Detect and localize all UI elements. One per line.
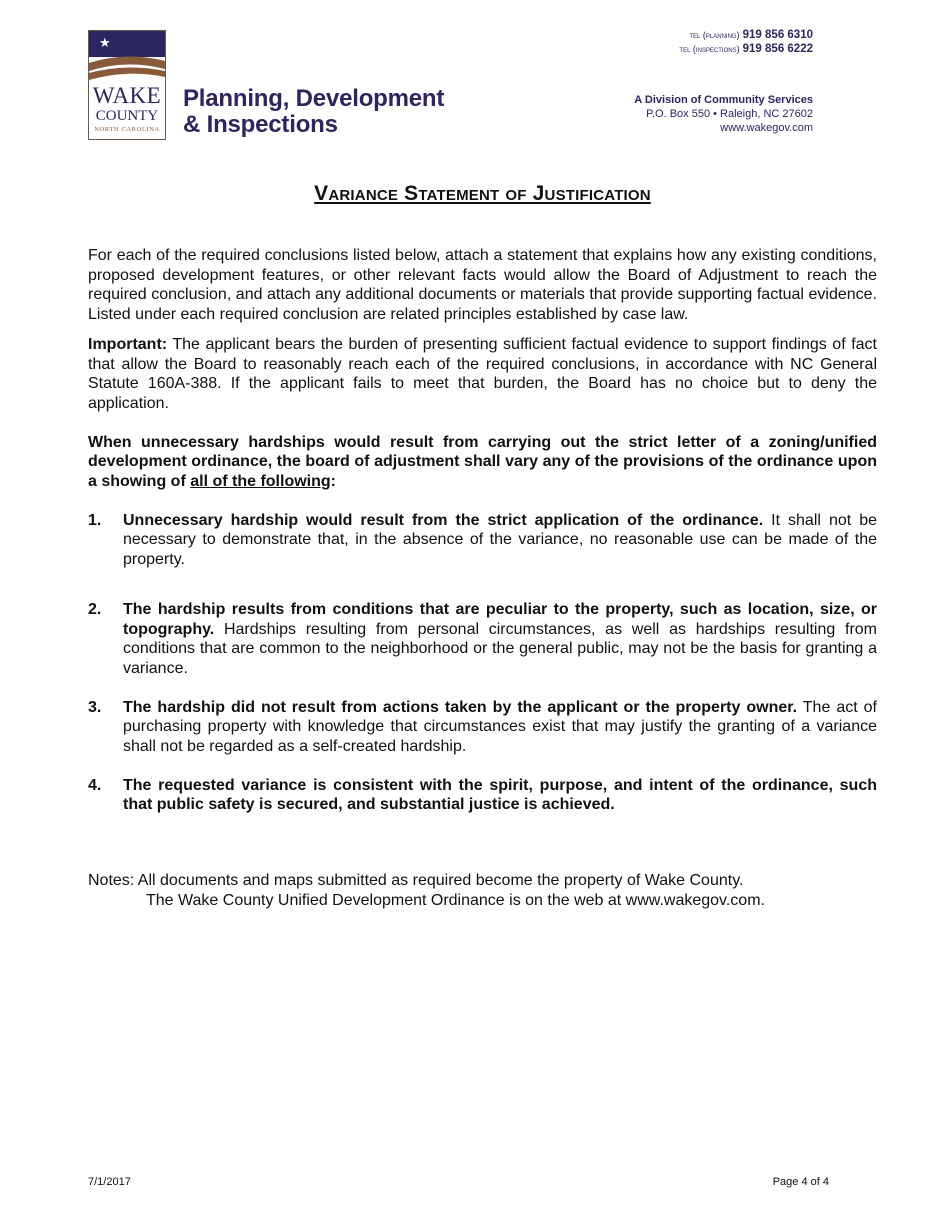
notes-line-1: Notes: All documents and maps submitted as required become the property of Wake County. bbox=[88, 872, 744, 889]
phone-inspections bbox=[679, 42, 813, 56]
page-number: Page 4 of 4 bbox=[772, 1176, 829, 1188]
phone-planning bbox=[679, 28, 813, 42]
department-line-2: & Inspections bbox=[183, 111, 338, 138]
wake-county-logo bbox=[88, 30, 166, 140]
item-number: 3. bbox=[88, 698, 102, 716]
footer-date: 7/1/2017 bbox=[88, 1176, 131, 1188]
item-number: 2. bbox=[88, 600, 102, 618]
intro-paragraph: For each of the required conclusions listed below, attach a statement that explains how any existing conditions, proposed development features, or other relevant facts would allow the Board of Adjustment to reach the required conclusion, and attach any additional documents or materials that provide supporting factual evidence. Listed under each required conclusion are related principles established by case law. bbox=[88, 247, 877, 324]
conclusions-suffix: : bbox=[330, 473, 336, 491]
logo-wake-text: WAKE bbox=[92, 83, 162, 108]
conclusions-underlined-text: all of the following bbox=[190, 473, 331, 491]
conclusions-list bbox=[88, 511, 877, 815]
division-info bbox=[634, 93, 813, 135]
item-heading: Unnecessary hardship would result from the strict application of the ordinance. bbox=[123, 511, 764, 529]
phone-inspections-number: 919 856 6222 bbox=[742, 43, 813, 55]
item-number: 4. bbox=[88, 776, 102, 794]
conclusions-lead-text: When unnecessary hardships would result from carrying out the strict letter of a zoning/unified development ordinance, the board of adjustment shall vary any of the provisions of the ordinance upon a showing of bbox=[88, 433, 877, 491]
logo-county-text: COUNTY bbox=[95, 108, 159, 124]
notes-section bbox=[88, 871, 765, 910]
logo-swoosh-icon bbox=[89, 53, 165, 87]
required-conclusions-statement bbox=[88, 433, 877, 492]
page-title: Variance Statement of Justification bbox=[314, 182, 651, 205]
important-text: The applicant bears the burden of presenting sufficient factual evidence to support findings of fact that allow the Board to reasonably reach each of the required conclusions, in accordance with NC General Statute 160A-388. If the applicant fails to meet that burden, the Board has no choice but to deny the application. bbox=[88, 335, 877, 412]
list-item bbox=[88, 776, 877, 815]
phone-planning-number: 919 856 6310 bbox=[742, 29, 813, 41]
item-number: 1. bbox=[88, 511, 102, 529]
item-text: The act of purchasing property with knowledge that circumstances exist that may justify the granting of a variance shall not be regarded as a self-created hardship. bbox=[123, 698, 877, 756]
division-name: A Division of Community Services bbox=[634, 94, 813, 106]
item-heading: The hardship results from conditions that are peculiar to the property, such as location, size, or topography. bbox=[123, 600, 877, 638]
list-item bbox=[88, 600, 877, 679]
important-paragraph bbox=[88, 335, 877, 414]
mailing-address: P.O. Box 550 • Raleigh, NC 27602 bbox=[646, 108, 813, 120]
item-text: It shall not be necessary to demonstrate that, in the absence of the variance, no reasonable use can be made of the property. bbox=[123, 511, 877, 569]
department-name bbox=[183, 86, 444, 138]
important-label: Important: bbox=[88, 335, 168, 353]
star-icon: ★ bbox=[99, 35, 111, 50]
list-item bbox=[88, 511, 877, 570]
list-item bbox=[88, 698, 877, 757]
notes-line-2: The Wake County Unified Development Ordinance is on the web at www.wakegov.com. bbox=[146, 891, 765, 909]
website-link[interactable]: www.wakegov.com bbox=[720, 122, 813, 134]
logo-state-text: NORTH CAROLINA bbox=[94, 126, 160, 133]
phone-planning-label: tel (planning) bbox=[689, 30, 740, 40]
item-text: Hardships resulting from personal circumstances, as well as hardships resulting from conditions that are common to the neighborhood or the general public, may not be the basis for granting a variance. bbox=[123, 620, 877, 677]
item-heading: The hardship did not result from actions taken by the applicant or the property owner. bbox=[123, 698, 798, 716]
department-line-1: Planning, Development bbox=[183, 85, 445, 112]
item-heading: The requested variance is consistent with the spirit, purpose, and intent of the ordinance, such that public safety is secured, and substantial justice is achieved. bbox=[123, 776, 877, 814]
phone-contacts bbox=[679, 28, 813, 56]
phone-inspections-label: tel (inspections) bbox=[679, 44, 740, 54]
document-body bbox=[88, 246, 877, 815]
